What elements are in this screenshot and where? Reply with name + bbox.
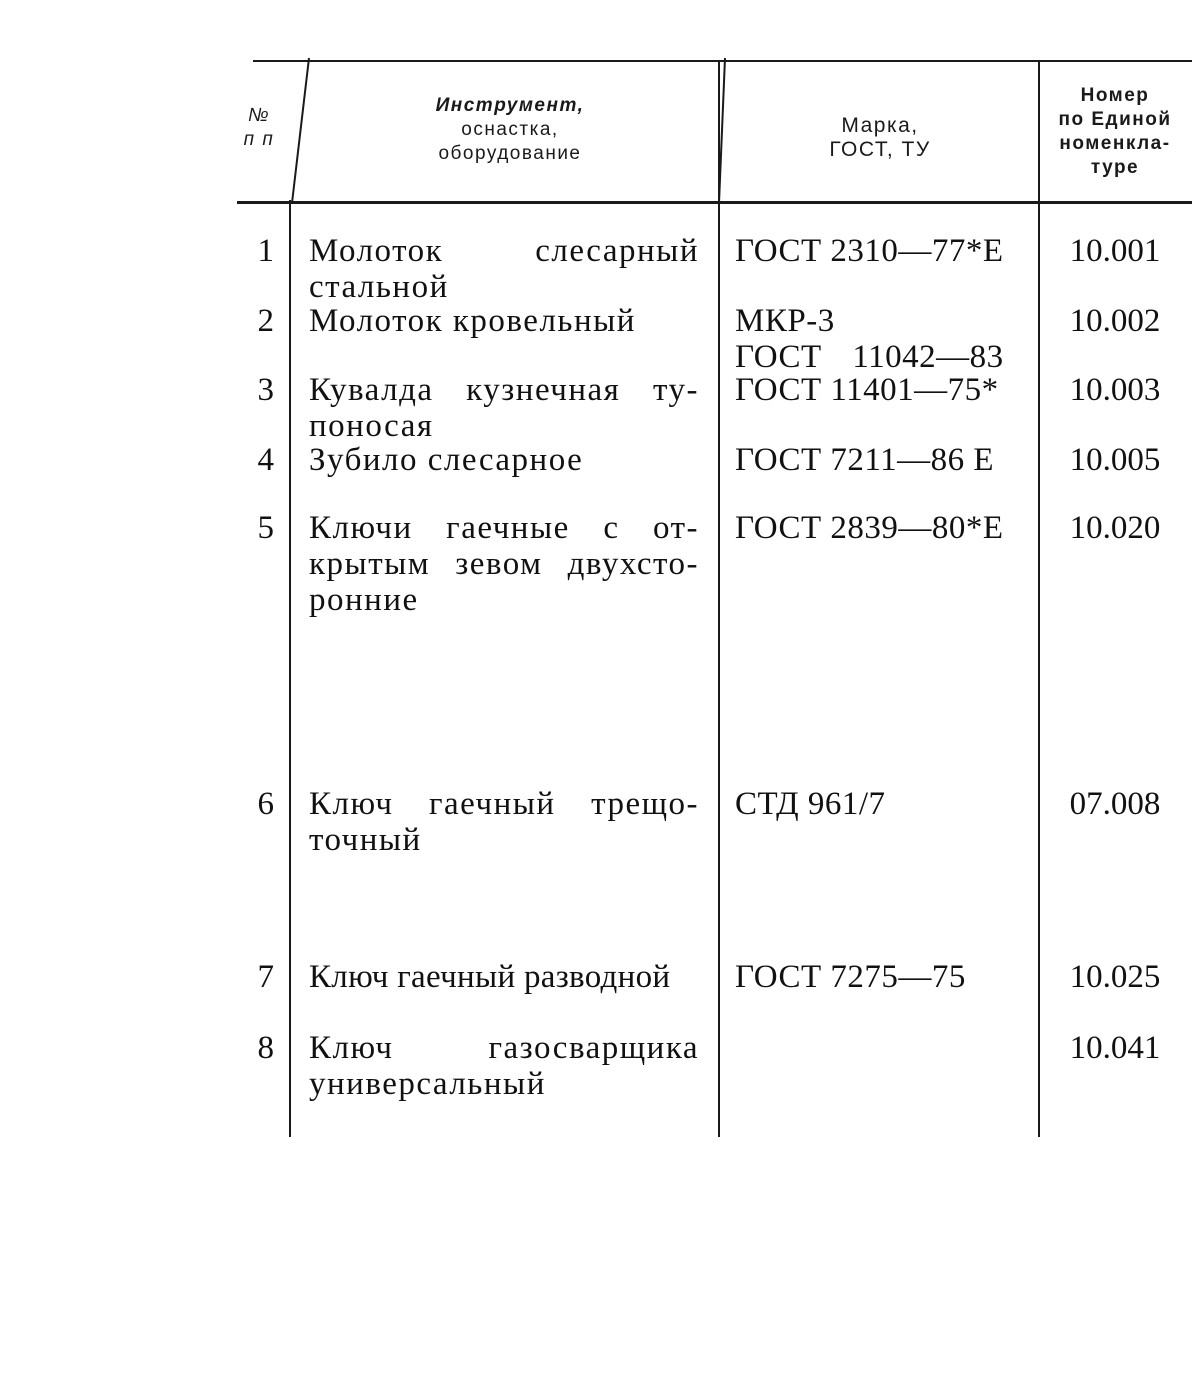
row-4-code: 10.005 <box>1069 442 1161 478</box>
row-6-code: 07.008 <box>1069 786 1161 822</box>
row-1-name <box>309 233 699 305</box>
row-3-name <box>309 372 699 444</box>
header-code-line: туре <box>1090 157 1140 178</box>
row-6-mark-line: СТД 961/7 <box>735 786 886 822</box>
row-1-mark-line: ГОСТ 2310—77*Е <box>735 233 1004 269</box>
header-code-line: Номер <box>1080 85 1150 106</box>
row-7-code: 10.025 <box>1069 959 1161 995</box>
row-3-mark <box>735 372 1035 408</box>
row-6-mark <box>735 786 1035 822</box>
row-1-code: 10.001 <box>1069 233 1161 269</box>
row-8-name-line: Ключ газосварщика <box>309 1030 699 1066</box>
row-5-name-line: крытым зевом двухсто- <box>309 546 699 582</box>
row-1-num: 1 <box>257 233 274 269</box>
header-name-line: оснастка, <box>461 119 559 140</box>
row-5-code: 10.020 <box>1069 510 1161 546</box>
row-5-num: 5 <box>257 510 274 546</box>
header-name-line: Инструмент, <box>435 95 585 116</box>
header-code-line: номенкла- <box>1059 133 1171 154</box>
header-name <box>380 94 640 166</box>
row-2-code: 10.002 <box>1069 303 1161 339</box>
header-name-line: оборудование <box>438 143 582 164</box>
row-5-mark-line: ГОСТ 2839—80*Е <box>735 510 1004 546</box>
row-6-name <box>309 786 699 858</box>
row-5-name <box>309 510 699 618</box>
row-8-num: 8 <box>257 1030 274 1066</box>
row-2-num: 2 <box>257 303 274 339</box>
header-num <box>236 104 282 152</box>
row-2-mark <box>735 303 1035 375</box>
row-7-num: 7 <box>257 959 274 995</box>
row-2-mark-line: МКР-3 <box>735 303 835 339</box>
header-code <box>1042 84 1188 180</box>
row-1-mark <box>735 233 1035 269</box>
row-8-name-line: универсальный <box>309 1066 546 1102</box>
row-5-name-line: ронние <box>309 582 419 618</box>
header-num-line: № <box>247 105 271 126</box>
header-code-line: по Единой <box>1058 109 1172 130</box>
row-4-name-line: Зубило слесарное <box>309 442 584 478</box>
row-8-code: 10.041 <box>1069 1030 1161 1066</box>
row-2-name <box>309 303 699 339</box>
col-divider-2 <box>718 60 720 1137</box>
row-1-name-line: стальной <box>309 269 449 305</box>
row-3-name-line: поносая <box>309 408 434 444</box>
row-3-code: 10.003 <box>1069 372 1161 408</box>
row-2-mark-line: ГОСТ 11042—83 <box>735 339 1004 375</box>
row-5-mark <box>735 510 1035 546</box>
header-mark-line: Марка, <box>841 114 919 137</box>
row-7-mark <box>735 959 1035 995</box>
col-divider-1 <box>289 200 291 1137</box>
row-4-mark <box>735 442 1035 478</box>
row-7-name <box>309 959 699 995</box>
header-mark-line: ГОСТ, ТУ <box>829 138 931 161</box>
row-4-num: 4 <box>257 442 274 478</box>
row-7-name-line: Ключ гаечный разводной <box>309 959 671 995</box>
row-7-mark-line: ГОСТ 7275—75 <box>735 959 966 995</box>
row-1-name-line: Молоток слесарный <box>309 233 699 269</box>
row-6-name-line: точный <box>309 822 422 858</box>
row-5-name-line: Ключи гаечные с от- <box>309 510 699 546</box>
row-2-name-line: Молоток кровельный <box>309 303 636 339</box>
header-num-line: п п <box>243 129 275 150</box>
row-3-name-line: Кувалда кузнечная ту- <box>309 372 699 408</box>
row-3-mark-line: ГОСТ 11401—75* <box>735 372 999 408</box>
row-4-mark-line: ГОСТ 7211—86 Е <box>735 442 995 478</box>
row-6-name-line: Ключ гаечный трещо- <box>309 786 699 822</box>
row-4-name <box>309 442 699 478</box>
row-3-num: 3 <box>257 372 274 408</box>
col-divider-3 <box>1038 60 1040 1137</box>
header-mark <box>760 114 1000 162</box>
row-6-num: 6 <box>257 786 274 822</box>
row-8-name <box>309 1030 699 1102</box>
